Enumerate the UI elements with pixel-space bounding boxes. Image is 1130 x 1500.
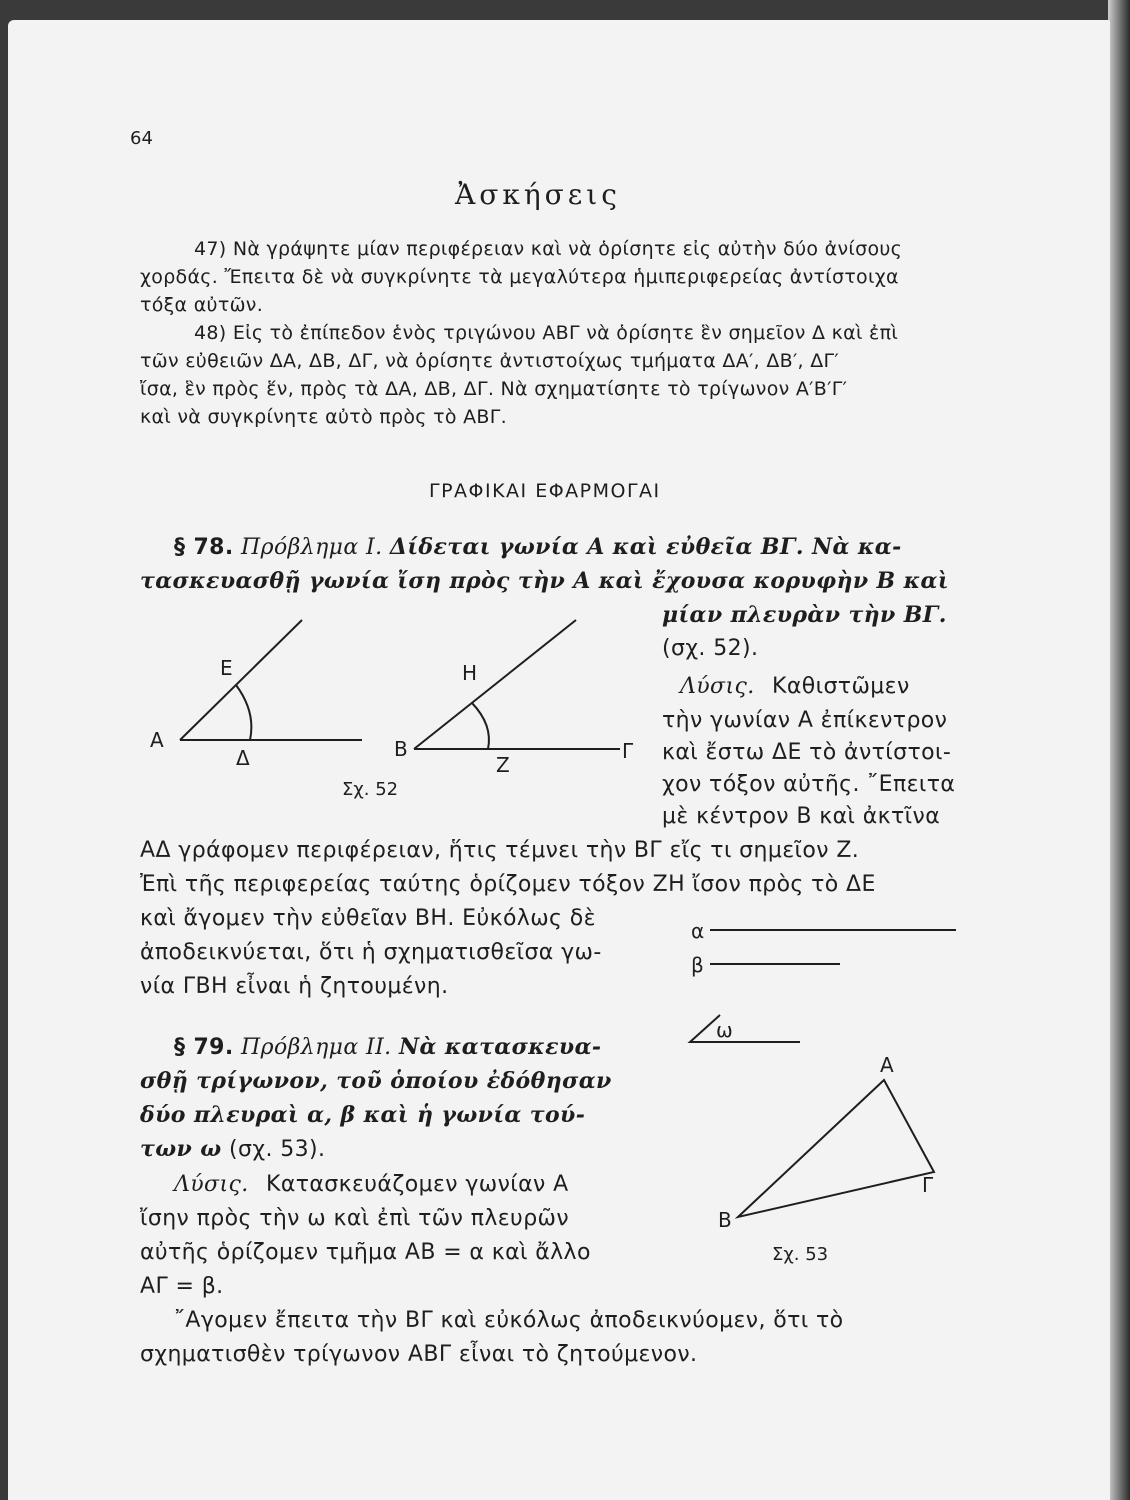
problem-78-solution-line-9: ἀποδεικνύεται, ὅτι ἡ σχηματισθεῖσα γω- xyxy=(140,940,602,965)
fig53-label-g: Γ xyxy=(922,1173,934,1197)
problem-78-title-1: Δίδεται γωνία Α καὶ εὐθεῖα ΒΓ. Νὰ κα- xyxy=(389,534,902,560)
page-number: 64 xyxy=(130,128,153,149)
problem-78-number: § 78. xyxy=(174,535,234,560)
exercise-47-line-2: χορδάς. Ἔπειτα δὲ νὰ συγκρίνητε τὰ μεγαλύτερα ἡμιπεριφερείας ἀντίστοιχα xyxy=(140,266,899,288)
problem-79-solution-line-3: αὐτῆς ὁρίζομεν τμῆμα ΑΒ = α καὶ ἄλλο xyxy=(140,1240,591,1265)
problem-79-title-4: των ω (σχ. 53). xyxy=(140,1136,326,1162)
exercise-47-line-1: 47) Νὰ γράψητε μίαν περιφέρειαν καὶ νὰ ὁρίσητε εἰς αὐτὴν δύο ἀνίσους xyxy=(194,238,903,260)
exercise-48-line-2: τῶν εὐθειῶν ΔΑ, ΔΒ, ΔΓ, νὰ ὁρίσητε ἀντιστοίχως τμήματα ΔΑ′, ΔΒ′, ΔΓ′ xyxy=(140,350,840,372)
problem-78-solution-line-2: τὴν γωνίαν Α ἐπίκεντρον xyxy=(662,708,948,733)
problem-79-solution-line-2: ἴσην πρὸς τὴν ω καὶ ἐπὶ τῶν πλευρῶν xyxy=(140,1206,570,1231)
problem-79-label: Πρόβλημα ΙΙ. xyxy=(241,1035,392,1060)
problem-79-title-2: σθῇ τρίγωνον, τοῦ ὁποίου ἐδόθησαν xyxy=(140,1068,612,1094)
problem-78-title-3: μίαν πλευρὰν τὴν ΒΓ. xyxy=(662,602,947,628)
problem-79-solution-line-4: ΑΓ = β. xyxy=(140,1274,224,1299)
solution-label: Λύσις. xyxy=(680,674,755,699)
book-spine xyxy=(1108,0,1130,1500)
fig52-label-h: Η xyxy=(462,661,478,685)
exercise-48-line-1: 48) Εἰς τὸ ἐπίπεδον ἑνὸς τριγώνου ΑΒΓ νὰ ὁρίσητε ἓν σημεῖον Δ καὶ ἐπὶ xyxy=(194,322,899,344)
problem-79-solution-line-1: Λύσις. Κατασκευάζομεν γωνίαν Α xyxy=(174,1172,569,1197)
fig53-label-b: Β xyxy=(718,1208,732,1232)
problem-79-number: § 79. xyxy=(174,1035,234,1060)
solution-label: Λύσις. xyxy=(174,1172,249,1197)
fig53-label-a: Α xyxy=(880,1053,894,1077)
problem-78-title-2: τασκευασθῇ γωνία ἴση πρὸς τὴν Α καὶ ἔχουσα κορυφὴν Β καὶ xyxy=(140,568,949,594)
problem-78-solution-line-3: καὶ ἔστω ΔΕ τὸ ἀντίστοι- xyxy=(662,740,952,765)
fig52-caption: Σχ. 52 xyxy=(342,779,399,800)
problem-78-figure-ref: (σχ. 52). xyxy=(662,636,759,661)
fig52-label-z: Ζ xyxy=(496,753,510,777)
exercise-48-line-4: καὶ νὰ συγκρίνητε αὐτὸ πρὸς τὸ ΑΒΓ. xyxy=(140,406,507,428)
fig53-caption: Σχ. 53 xyxy=(772,1244,829,1265)
fig52-label-b: Β xyxy=(394,737,408,761)
fig53-label-omega: ω xyxy=(716,1018,733,1042)
fig53-label-beta: β xyxy=(691,953,704,977)
exercise-48-line-3: ἴσα, ἓν πρὸς ἕν, πρὸς τὰ ΔΑ, ΔΒ, ΔΓ. Νὰ σχηματίσητε τὸ τρίγωνον Α′Β′Γ′ xyxy=(140,378,848,400)
fig52-label-d: Δ xyxy=(236,746,250,770)
problem-79-solution-line-6: σχηματισθὲν τρίγωνον ΑΒΓ εἶναι τὸ ζητούμενον. xyxy=(140,1342,698,1367)
book-page xyxy=(8,20,1110,1500)
fig53-angle-omega xyxy=(690,1015,800,1042)
fig52-label-e: Ε xyxy=(220,656,233,680)
problem-78-solution-line-4: χον τόξον αὐτῆς. ῎Επειτα xyxy=(662,772,956,797)
page-title: Ἀσκήσεις xyxy=(455,178,621,211)
problem-79-title-3: δύο πλευραὶ α, β καὶ ἡ γωνία τού- xyxy=(140,1102,586,1128)
fig52-label-a: Α xyxy=(150,728,164,752)
problem-78-solution-line-6: ΑΔ γράφομεν περιφέρειαν, ἥτις τέμνει τὴν ΒΓ εἴς τι σημεῖον Ζ. xyxy=(140,838,860,863)
section-title: ΓΡΑΦΙΚΑΙ ΕΦΑΡΜΟΓΑΙ xyxy=(429,480,661,502)
figure-53 xyxy=(8,20,1008,1320)
problem-79-figure-ref: (σχ. 53). xyxy=(229,1137,326,1162)
exercise-47-line-3: τόξα αὐτῶν. xyxy=(140,294,264,316)
problem-78-solution-line-8: καὶ ἄγομεν τὴν εὐθεῖαν ΒΗ. Εὐκόλως δὲ xyxy=(140,906,596,931)
problem-79-solution-line-5: ῎Αγομεν ἔπειτα τὴν ΒΓ καὶ εὐκόλως ἀποδεικνύομεν, ὅτι τὸ xyxy=(174,1308,844,1333)
fig52-label-g: Γ xyxy=(622,739,634,763)
fig53-label-alpha: α xyxy=(691,919,705,943)
problem-78-solution-line-7: Ἐπὶ τῆς περιφερείας ταύτης ὁρίζομεν τόξον ΖΗ ἴσον πρὸς τὸ ΔΕ xyxy=(140,872,876,897)
problem-78-solution-line-10: νία ΓΒΗ εἶναι ἡ ζητουμένη. xyxy=(140,974,449,999)
problem-78-solution-line-1: Λύσις. Καθιστῶμεν xyxy=(680,674,910,699)
problem-79-title-1: Νὰ κατασκευα- xyxy=(398,1034,602,1060)
problem-78-solution-line-5: μὲ κέντρον Β καὶ ἀκτῖνα xyxy=(662,804,941,829)
problem-78-label: Πρόβλημα Ι. xyxy=(241,535,383,560)
fig53-triangle xyxy=(738,1080,934,1217)
